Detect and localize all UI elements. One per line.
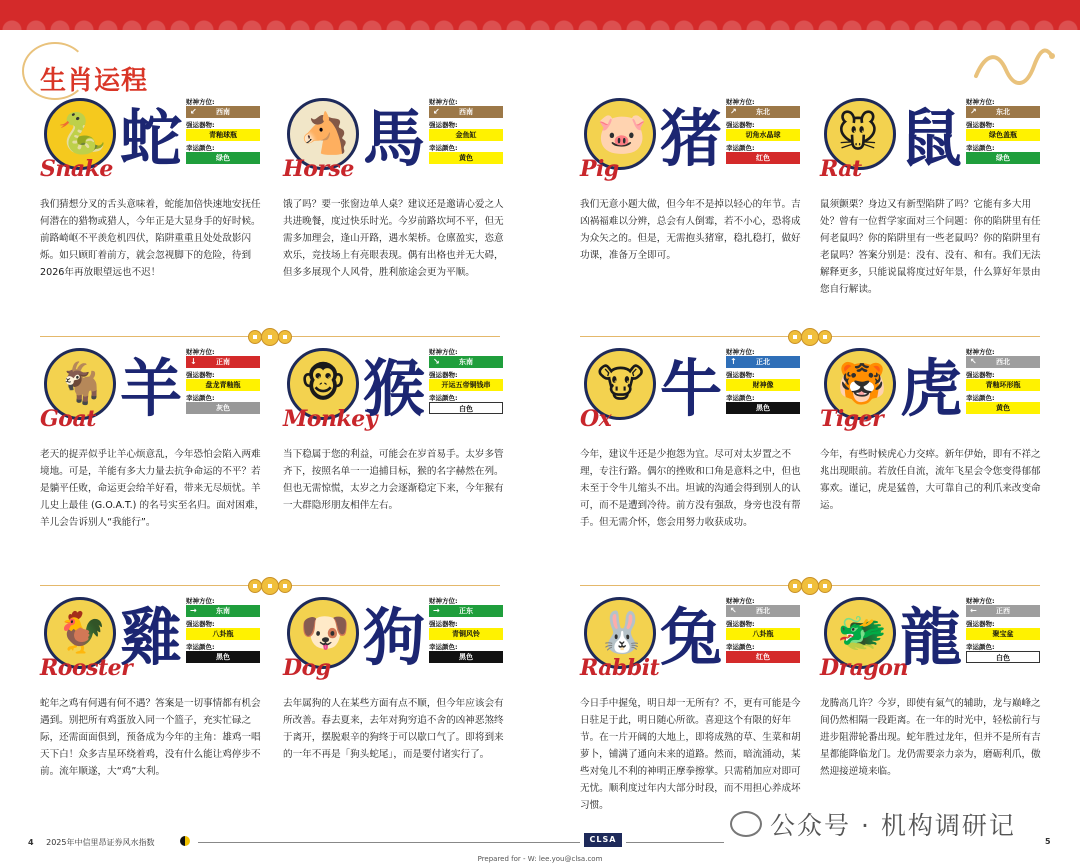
lucky-color-bar <box>966 152 1040 164</box>
lucky-color-label: 幸运颜色: <box>186 394 215 402</box>
zodiac-english-name: Ox <box>580 406 612 432</box>
wealth-direction-value: 正南 <box>216 358 230 366</box>
zodiac-info-panel <box>966 597 1040 666</box>
zodiac-header <box>580 348 810 443</box>
lucky-item-bar <box>429 628 503 640</box>
lucky-item-bar <box>966 129 1040 141</box>
wealth-direction-bar <box>966 356 1040 368</box>
zodiac-english-name: Tiger <box>820 406 884 432</box>
zodiac-header <box>820 98 1050 193</box>
lucky-color-value: 白色 <box>996 654 1010 662</box>
lucky-item-bar <box>429 379 503 391</box>
lucky-item-value: 青铜风铃 <box>452 630 480 638</box>
divider <box>830 336 1040 337</box>
lucky-color-value: 黑色 <box>459 653 473 661</box>
coin-icon <box>278 579 292 593</box>
zodiac-chinese-character: 兔 <box>660 601 723 674</box>
lucky-item-bar <box>186 129 260 141</box>
lucky-color-label: 幸运颜色: <box>726 144 755 152</box>
wealth-direction-label: 财神方位: <box>966 348 995 356</box>
direction-arrow-icon: ↙ <box>433 107 440 116</box>
direction-arrow-icon: → <box>433 606 440 615</box>
horse-icon: 🐴 <box>300 111 350 157</box>
zodiac-info-panel <box>186 348 260 417</box>
zodiac-info-panel <box>429 348 503 417</box>
lucky-item-label: 强运器物: <box>429 121 458 129</box>
divider <box>40 585 250 586</box>
wealth-direction-label: 财神方位: <box>186 98 215 106</box>
zodiac-card-monkey <box>283 348 513 568</box>
rat-icon: 🐭 <box>837 111 879 157</box>
wealth-direction-bar <box>429 356 503 368</box>
lucky-color-label: 幸运颜色: <box>726 643 755 651</box>
ox-icon: 🐮 <box>597 361 645 407</box>
wealth-direction-value: 东北 <box>996 108 1010 116</box>
wealth-direction-bar <box>186 605 260 617</box>
lucky-item-value: 八卦瓶 <box>752 630 774 638</box>
zodiac-chinese-character: 牛 <box>660 352 723 425</box>
lucky-item-value: 绿色盖瓶 <box>989 131 1017 139</box>
direction-arrow-icon: ← <box>970 606 977 615</box>
clsa-logo: CLSA <box>584 833 622 847</box>
coin-icon <box>818 579 832 593</box>
lucky-item-label: 强运器物: <box>726 620 755 628</box>
lucky-color-bar <box>726 402 800 414</box>
zodiac-info-panel <box>429 98 503 167</box>
direction-arrow-icon: ↙ <box>190 107 197 116</box>
coin-icon <box>278 330 292 344</box>
wealth-direction-label: 财神方位: <box>429 597 458 605</box>
direction-arrow-icon: ↑ <box>730 357 737 366</box>
lucky-color-value: 红色 <box>756 653 770 661</box>
zodiac-info-panel <box>186 597 260 666</box>
lucky-color-bar <box>186 651 260 663</box>
zodiac-info-panel <box>726 597 800 666</box>
lucky-color-value: 黑色 <box>756 404 770 412</box>
wealth-direction-value: 西南 <box>459 108 473 116</box>
lucky-color-bar <box>186 402 260 414</box>
wealth-direction-bar <box>429 106 503 118</box>
zodiac-card-snake <box>40 98 270 318</box>
rabbit-icon: 🐰 <box>597 610 647 656</box>
lucky-color-bar <box>429 402 503 414</box>
zodiac-english-name: Goat <box>40 406 96 432</box>
zodiac-info-panel <box>966 348 1040 417</box>
zodiac-header <box>820 597 1050 692</box>
wealth-direction-bar <box>966 605 1040 617</box>
lucky-item-label: 强运器物: <box>429 371 458 379</box>
lucky-color-value: 黑色 <box>216 653 230 661</box>
snake-icon: 🐍 <box>57 111 107 157</box>
footer-left <box>28 837 154 848</box>
yinyang-icon <box>180 836 190 846</box>
lucky-color-bar <box>966 651 1040 663</box>
zodiac-fortune-text: 去年属狗的人在某些方面有点不顺，但今年应该会有所改善。春去夏来，去年对狗穷追不舍的凶神恶煞终于离开，摆脱艰辛的狗终于可以歇口气了。即将到来的一年不再是「狗头蛇尾」，而是要付诸实行了。 <box>283 698 504 760</box>
lucky-item-value: 财神像 <box>752 381 774 389</box>
lucky-item-value: 开运五帝铜钱串 <box>441 381 491 389</box>
coin-icon <box>818 330 832 344</box>
zodiac-chinese-character: 猴 <box>363 352 426 425</box>
wealth-direction-value: 正西 <box>996 607 1010 615</box>
zodiac-fortune-text: 老天的捉弄似乎让羊心烦意乱，今年恐怕会陷入两难境地。可是，羊能有多大力量去抗争命运的不平？若是躺平任败，命运更会给羊好看，带来无尽烦忧。羊儿史上最佳 (G.O.A.T.) 的名号实至名归。面对困难，羊儿会告诉别人“我能行”。 <box>40 449 265 528</box>
zodiac-info-panel <box>186 98 260 167</box>
wealth-direction-label: 财神方位: <box>726 348 755 356</box>
top-decorative-band <box>0 0 1080 30</box>
lucky-item-value: 青釉球瓶 <box>209 131 237 139</box>
zodiac-card-goat <box>40 348 270 568</box>
wealth-direction-label: 财神方位: <box>429 348 458 356</box>
footer-rule <box>198 842 580 843</box>
divider <box>290 585 500 586</box>
zodiac-info-panel <box>726 98 800 167</box>
zodiac-card-rooster <box>40 597 270 817</box>
wealth-direction-label: 财神方位: <box>966 597 995 605</box>
zodiac-english-name: Rat <box>820 156 862 182</box>
zodiac-card-dragon <box>820 597 1050 817</box>
lucky-color-value: 灰色 <box>216 404 230 412</box>
zodiac-english-name: Snake <box>40 156 113 182</box>
zodiac-chinese-character: 雞 <box>120 601 183 674</box>
zodiac-card-rabbit <box>580 597 810 817</box>
lucky-color-label: 幸运颜色: <box>186 643 215 651</box>
direction-arrow-icon: → <box>190 606 197 615</box>
wealth-direction-value: 正东 <box>459 607 473 615</box>
lucky-item-label: 强运器物: <box>726 371 755 379</box>
zodiac-card-pig <box>580 98 810 318</box>
lucky-item-bar <box>966 628 1040 640</box>
tiger-icon: 🐯 <box>837 361 887 407</box>
zodiac-card-dog <box>283 597 513 817</box>
lucky-color-bar <box>966 402 1040 414</box>
wechat-icon <box>730 811 762 837</box>
zodiac-chinese-character: 狗 <box>363 601 426 674</box>
zodiac-fortune-text: 今年，有些时候虎心力交瘁。新年伊始，即有不祥之兆出现眼前。若放任自流，流年飞星会令您变得郁郁寡欢。谨记，虎是猛兽，大可靠自己的利爪来改变命运。 <box>820 449 1041 511</box>
direction-arrow-icon: ↗ <box>970 107 977 116</box>
lucky-item-bar <box>186 379 260 391</box>
zodiac-info-panel <box>966 98 1040 167</box>
dog-icon: 🐶 <box>300 610 350 656</box>
goat-icon: 🐐 <box>57 361 107 407</box>
coin-icon <box>801 328 819 346</box>
zodiac-chinese-character: 羊 <box>120 352 183 425</box>
lucky-item-label: 强运器物: <box>966 371 995 379</box>
zodiac-card-ox <box>580 348 810 568</box>
coin-icon <box>801 577 819 595</box>
zodiac-header <box>40 597 270 692</box>
direction-arrow-icon: ↓ <box>190 357 197 366</box>
pig-icon: 🐷 <box>597 111 647 157</box>
lucky-color-label: 幸运颜色: <box>966 394 995 402</box>
lucky-item-label: 强运器物: <box>966 121 995 129</box>
zodiac-header <box>283 597 513 692</box>
zodiac-english-name: Dog <box>283 655 331 681</box>
divider <box>580 585 790 586</box>
footer-report-title: 2025年中信里昂证券风水指数 <box>46 838 155 847</box>
wealth-direction-bar <box>966 106 1040 118</box>
lucky-color-value: 黄色 <box>459 154 473 162</box>
wealth-direction-value: 东南 <box>459 358 473 366</box>
wealth-direction-bar <box>726 356 800 368</box>
wealth-direction-value: 东北 <box>756 108 770 116</box>
zodiac-english-name: Rabbit <box>580 655 660 681</box>
wealth-direction-value: 西北 <box>996 358 1010 366</box>
lucky-color-value: 红色 <box>756 154 770 162</box>
lucky-color-bar <box>726 651 800 663</box>
lucky-color-label: 幸运颜色: <box>429 643 458 651</box>
footer-rule <box>626 842 724 843</box>
lucky-item-value: 盘龙青釉瓶 <box>205 381 241 389</box>
wealth-direction-value: 西南 <box>216 108 230 116</box>
zodiac-fortune-text: 龙腾高几许？今岁，即使有氣气的辅助，龙与巅峰之间仍然相隔一段距离。在一年的时光中，轻松前行与进步阻滞轮番出现。蛇年胜过龙年，但并不是所有吉星都能降临龙门。龙仍需要亲力亲为，磨砺利爪，傲然迎接逆境来临。 <box>820 698 1041 777</box>
zodiac-english-name: Dragon <box>820 655 908 681</box>
rooster-icon: 🐓 <box>57 610 107 656</box>
zodiac-header <box>820 348 1050 443</box>
zodiac-fortune-text: 今年，建议牛还是少抱怨为宜。尽可对太岁置之不理，专注行路。偶尔的挫败和口角是意料之中，但也未至于令牛儿缩头不出。坦诚的沟通会得到别人的认可，而不是遭到冷待。前方没有强敌，身旁也没有帮手。但无需介怀，您会用努力收获成功。 <box>580 449 801 528</box>
lucky-color-label: 幸运颜色: <box>429 394 458 402</box>
zodiac-card-rat <box>820 98 1050 318</box>
wechat-watermark <box>730 806 1016 842</box>
lucky-item-bar <box>726 628 800 640</box>
snake-ornament-icon <box>972 42 1056 94</box>
wealth-direction-value: 东南 <box>216 607 230 615</box>
page-number-right: 5 <box>1045 837 1051 846</box>
zodiac-chinese-character: 猪 <box>660 102 723 175</box>
zodiac-english-name: Rooster <box>40 655 133 681</box>
zodiac-fortune-text: 蛇年之鸡有何遇有何不遇？答案是一切事情都有机会遇到。别把所有鸡蛋放入同一个篮子，充实忙碌之际，还需面面俱到，预备成为今年的主角：雄鸡一唱天下白！众多吉星环绕着鸡，没有什么能让鸡停步不前。流年顺遂，大“鸡”大利。 <box>40 698 261 777</box>
coin-icon <box>248 330 262 344</box>
zodiac-info-panel <box>429 597 503 666</box>
zodiac-card-horse <box>283 98 513 318</box>
zodiac-english-name: Pig <box>580 156 619 182</box>
lucky-item-label: 强运器物: <box>429 620 458 628</box>
zodiac-fortune-text: 饿了吗？要一张窗边单人桌？建议还是邀请心爱之人共进晚餐，度过快乐时光。今岁前路坎坷不平，但无需多加理会，逢山开路，遇水架桥。仓廪盈实，恣意欢乐，竞技场上有亮眼表现。偶有出格也并无大碍，但多多展现个人风骨，胜利旅途会更为平顺。 <box>283 199 504 278</box>
zodiac-english-name: Monkey <box>283 406 378 432</box>
wealth-direction-label: 财神方位: <box>726 98 755 106</box>
page-number-left: 4 <box>28 838 34 847</box>
zodiac-fortune-text: 我们猜想分叉的舌头意味着，蛇能加倍快速地安抚任何潜在的猎物或猎人，今年正是大显身手的好时候。前路崎岖不平羡危机四伏，陷阱重重且处处敌影闪烁。如只顾盯着前方，就会忽视脚下的危险，待到2026年再放眼望远也不迟！ <box>40 199 261 278</box>
direction-arrow-icon: ↘ <box>433 357 440 366</box>
direction-arrow-icon: ↖ <box>970 357 977 366</box>
divider <box>580 336 790 337</box>
lucky-color-bar <box>186 152 260 164</box>
coin-icon <box>788 579 802 593</box>
wealth-direction-label: 财神方位: <box>186 597 215 605</box>
lucky-item-value: 金鱼缸 <box>455 131 477 139</box>
prepared-for-line: Prepared for - W: lee.you@clsa.com <box>477 855 603 863</box>
lucky-item-label: 强运器物: <box>186 620 215 628</box>
lucky-color-bar <box>726 152 800 164</box>
zodiac-card-tiger <box>820 348 1050 568</box>
watermark-text: 公众号 · 机构调研记 <box>770 811 1016 840</box>
zodiac-fortune-text: 今日手中握兔，明日却一无所有？不，更有可能是今日驻足于此，明日随心所欲。喜迎这个有限的好年节。在一片开阔的大地上，即将成熟的草、生菜和胡萝卜，铺满了通向未来的道路。然而，暗流涌动，某些对兔儿不利的神明正摩拳擦掌。只需稍加应对即可无忧。顺利度过年内大部分时段，而不用担心养成坏习惯。 <box>580 698 801 811</box>
monkey-icon: 🐵 <box>300 361 347 407</box>
lucky-item-bar <box>726 129 800 141</box>
divider <box>830 585 1040 586</box>
coin-icon <box>248 579 262 593</box>
wealth-direction-bar <box>726 106 800 118</box>
divider <box>40 336 250 337</box>
zodiac-header <box>40 98 270 193</box>
lucky-color-bar <box>429 651 503 663</box>
lucky-color-value: 白色 <box>459 405 473 413</box>
lucky-item-value: 聚宝盆 <box>992 630 1014 638</box>
zodiac-header <box>40 348 270 443</box>
zodiac-chinese-character: 蛇 <box>120 102 183 175</box>
lucky-item-label: 强运器物: <box>726 121 755 129</box>
lucky-color-label: 幸运颜色: <box>726 394 755 402</box>
zodiac-header <box>283 348 513 443</box>
lucky-color-label: 幸运颜色: <box>966 643 995 651</box>
lucky-color-value: 绿色 <box>216 154 230 162</box>
lucky-item-value: 八卦瓶 <box>212 630 234 638</box>
zodiac-fortune-text: 我们无意小题大做，但今年不是掉以轻心的年节。吉凶祸福难以分辨，总会有人倒霉，若不小心，恐将成为众矢之的。但是，无需抱头猪窜，稳扎稳打，做好功课，准备万全即可。 <box>580 199 801 261</box>
page-title: 生肖运程 <box>40 66 149 96</box>
wealth-direction-bar <box>186 106 260 118</box>
lucky-color-bar <box>429 152 503 164</box>
coin-icon <box>261 328 279 346</box>
lucky-item-bar <box>186 628 260 640</box>
lucky-item-label: 强运器物: <box>186 121 215 129</box>
wealth-direction-value: 正北 <box>756 358 770 366</box>
lucky-item-label: 强运器物: <box>966 620 995 628</box>
wealth-direction-label: 财神方位: <box>429 98 458 106</box>
wealth-direction-bar <box>726 605 800 617</box>
lucky-color-label: 幸运颜色: <box>186 144 215 152</box>
zodiac-chinese-character: 馬 <box>363 102 426 175</box>
wealth-direction-value: 西北 <box>756 607 770 615</box>
zodiac-chinese-character: 鼠 <box>900 102 963 175</box>
lucky-item-value: 切角水晶球 <box>745 131 781 139</box>
zodiac-info-panel <box>726 348 800 417</box>
lucky-item-bar <box>966 379 1040 391</box>
direction-arrow-icon: ↖ <box>730 606 737 615</box>
wealth-direction-bar <box>186 356 260 368</box>
zodiac-header <box>283 98 513 193</box>
coin-icon <box>261 577 279 595</box>
wealth-direction-label: 财神方位: <box>966 98 995 106</box>
zodiac-chinese-character: 龍 <box>900 601 963 674</box>
zodiac-fortune-text: 鼠须颤栗？身边又有新型陷阱了吗？它能有多大用处？曾有一位哲学家面对三个问题：你的陷阱里有任何老鼠吗？你的陷阱里有一些老鼠吗？你的陷阱里有老鼠吗？答案分别是：没有、没有、和有。我们无法解释更多，只能说鼠将度过好年景，什么算好年景由您自行解读。 <box>820 199 1041 295</box>
lucky-color-label: 幸运颜色: <box>966 144 995 152</box>
zodiac-chinese-character: 虎 <box>900 352 963 425</box>
wealth-direction-bar <box>429 605 503 617</box>
zodiac-header <box>580 98 810 193</box>
coin-icon <box>788 330 802 344</box>
zodiac-english-name: Horse <box>283 156 354 182</box>
lucky-color-label: 幸运颜色: <box>429 144 458 152</box>
lucky-color-value: 绿色 <box>996 154 1010 162</box>
lucky-item-label: 强运器物: <box>186 371 215 379</box>
lucky-item-bar <box>726 379 800 391</box>
wealth-direction-label: 财神方位: <box>726 597 755 605</box>
zodiac-header <box>580 597 810 692</box>
wealth-direction-label: 财神方位: <box>186 348 215 356</box>
direction-arrow-icon: ↗ <box>730 107 737 116</box>
lucky-item-bar <box>429 129 503 141</box>
lucky-color-value: 黄色 <box>996 404 1010 412</box>
dragon-icon: 🐲 <box>837 610 887 656</box>
divider <box>290 336 500 337</box>
lucky-item-value: 青釉环形瓶 <box>985 381 1021 389</box>
zodiac-fortune-text: 当下稳属于您的利益，可能会在岁首易手。太岁多管齐下，按照名单一一追捕目标，猴的名字赫然在列。但也无需惊慌，太岁之力会逐渐稳定下来，今年猴有一大群隐形朋友相伴左右。 <box>283 449 504 511</box>
